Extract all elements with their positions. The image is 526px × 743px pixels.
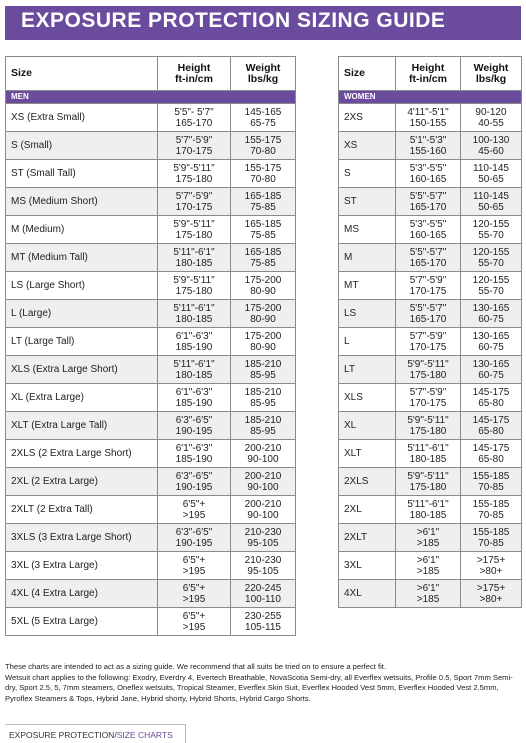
men-weight-cell: 175-200 80-90 (231, 272, 296, 300)
women-weight-cell: 110-145 50-65 (461, 160, 522, 188)
women-height-cell: 5'9"-5'11" 175-180 (396, 356, 461, 384)
men-weight-cell: 155-175 70-80 (231, 160, 296, 188)
men-weight-cell: 165-185 75-85 (231, 244, 296, 272)
women-row (339, 328, 522, 356)
women-size-cell: XS (339, 132, 396, 160)
footer-label: EXPOSURE PROTECTION/SIZE CHARTS (9, 730, 173, 740)
men-weight-cell: 185-210 85-95 (231, 384, 296, 412)
men-row (6, 300, 296, 328)
women-weight-cell: 120-155 55-70 (461, 244, 522, 272)
women-size-cell: LS (339, 300, 396, 328)
men-row (6, 272, 296, 300)
men-height-cell: 6'5"+ >195 (158, 496, 231, 524)
men-row (6, 468, 296, 496)
footnote-disclaimer: These charts are intended to act as a sizing guide. We recommend that all suits be tried on to ensure a perfect fit. (5, 662, 387, 671)
women-size-cell: MS (339, 216, 396, 244)
women-row (339, 132, 522, 160)
men-size-cell: XS (Extra Small) (6, 104, 158, 132)
women-size-table (338, 56, 522, 608)
women-size-cell: S (339, 160, 396, 188)
women-height-cell: 5'9"-5'11" 175-180 (396, 468, 461, 496)
men-size-cell: 2XLS (2 Extra Large Short) (6, 440, 158, 468)
men-row (6, 552, 296, 580)
women-row (339, 188, 522, 216)
men-row (6, 524, 296, 552)
women-height-cell: >6'1" >185 (396, 552, 461, 580)
women-weight-cell: 130-165 60-75 (461, 356, 522, 384)
women-size-cell: XLT (339, 440, 396, 468)
women-row (339, 216, 522, 244)
men-height-cell: 6'3"-6'5" 190-195 (158, 468, 231, 496)
men-row (6, 188, 296, 216)
women-weight-cell: 155-185 70-85 (461, 468, 522, 496)
men-size-cell: M (Medium) (6, 216, 158, 244)
men-row (6, 356, 296, 384)
men-height-cell: 6'3"-6'5" 190-195 (158, 412, 231, 440)
women-height-cell: >6'1" >185 (396, 524, 461, 552)
men-size-cell: XLS (Extra Large Short) (6, 356, 158, 384)
women-row (339, 104, 522, 132)
men-height-cell: 6'3"-6'5" 190-195 (158, 524, 231, 552)
women-weight-cell: 155-185 70-85 (461, 496, 522, 524)
men-weight-header: Weight lbs/kg (231, 57, 296, 91)
men-height-cell: 5'7"-5'9" 170-175 (158, 188, 231, 216)
men-height-cell: 5'11"-6'1" 180-185 (158, 300, 231, 328)
women-height-cell: 5'11"-6'1" 180-185 (396, 440, 461, 468)
women-height-cell: 4'11"-5'1" 150-155 (396, 104, 461, 132)
men-size-cell: 5XL (5 Extra Large) (6, 608, 158, 636)
men-row (6, 384, 296, 412)
men-size-cell: 3XLS (3 Extra Large Short) (6, 524, 158, 552)
women-size-cell: ST (339, 188, 396, 216)
women-height-cell: 5'7"-5'9" 170-175 (396, 272, 461, 300)
men-height-cell: 6'5"+ >195 (158, 552, 231, 580)
women-height-cell: 5'1"-5'3" 155-160 (396, 132, 461, 160)
men-row (6, 104, 296, 132)
women-section-label: WOMEN (339, 91, 522, 104)
men-weight-cell: 165-185 75-85 (231, 216, 296, 244)
women-height-cell: 5'5"-5'7" 165-170 (396, 244, 461, 272)
men-row (6, 328, 296, 356)
women-weight-cell: 145-175 65-80 (461, 412, 522, 440)
men-row (6, 440, 296, 468)
women-size-cell: L (339, 328, 396, 356)
men-weight-cell: 175-200 80-90 (231, 328, 296, 356)
women-weight-cell: 130-165 60-75 (461, 300, 522, 328)
women-weight-cell: 120-155 55-70 (461, 216, 522, 244)
men-size-cell: 2XL (2 Extra Large) (6, 468, 158, 496)
men-row (6, 580, 296, 608)
women-height-cell: 5'9"-5'11" 175-180 (396, 412, 461, 440)
women-height-header: Height ft-in/cm (396, 57, 461, 91)
men-weight-cell: 230-255 105-115 (231, 608, 296, 636)
women-row (339, 272, 522, 300)
women-weight-cell: 90-120 40-55 (461, 104, 522, 132)
men-weight-cell: 200-210 90-100 (231, 440, 296, 468)
women-size-cell: 2XL (339, 496, 396, 524)
women-height-cell: 5'3"-5'5" 160-165 (396, 216, 461, 244)
men-size-cell: ST (Small Tall) (6, 160, 158, 188)
women-weight-cell: 110-145 50-65 (461, 188, 522, 216)
men-height-cell: 5'9"-5'11" 175-180 (158, 272, 231, 300)
women-size-cell: XLS (339, 384, 396, 412)
men-row (6, 244, 296, 272)
women-size-header: Size (339, 57, 396, 91)
women-height-cell: 5'7"-5'9" 170-175 (396, 328, 461, 356)
men-weight-cell: 175-200 80-90 (231, 300, 296, 328)
women-row (339, 440, 522, 468)
men-size-cell: 4XL (4 Extra Large) (6, 580, 158, 608)
women-weight-cell: 100-130 45-60 (461, 132, 522, 160)
women-weight-cell: >175+ >80+ (461, 580, 522, 608)
men-size-cell: XLT (Extra Large Tall) (6, 412, 158, 440)
men-size-cell: 3XL (3 Extra Large) (6, 552, 158, 580)
men-weight-cell: 210-230 95-105 (231, 524, 296, 552)
men-row (6, 608, 296, 636)
men-height-cell: 5'11"-6'1" 180-185 (158, 356, 231, 384)
women-size-cell: XL (339, 412, 396, 440)
page-title: EXPOSURE PROTECTION SIZING GUIDE (21, 9, 446, 32)
men-height-cell: 6'1"-6'3" 185-190 (158, 328, 231, 356)
women-size-cell: 2XLS (339, 468, 396, 496)
men-size-cell: XL (Extra Large) (6, 384, 158, 412)
footnote (5, 662, 521, 704)
women-height-cell: 5'5"-5'7" 165-170 (396, 188, 461, 216)
women-row (339, 524, 522, 552)
men-size-cell: S (Small) (6, 132, 158, 160)
men-height-cell: 5'7"-5'9" 170-175 (158, 132, 231, 160)
men-height-cell: 5'9"-5'11" 175-180 (158, 160, 231, 188)
men-row (6, 160, 296, 188)
men-weight-cell: 200-210 90-100 (231, 468, 296, 496)
men-height-cell: 6'1"-6'3" 185-190 (158, 440, 231, 468)
women-row (339, 580, 522, 608)
men-height-cell: 6'1"-6'3" 185-190 (158, 384, 231, 412)
women-row (339, 160, 522, 188)
women-size-cell: LT (339, 356, 396, 384)
women-size-cell: M (339, 244, 396, 272)
women-size-cell: MT (339, 272, 396, 300)
women-weight-cell: 120-155 55-70 (461, 272, 522, 300)
women-weight-header: Weight lbs/kg (461, 57, 522, 91)
women-row (339, 496, 522, 524)
men-weight-cell: 220-245 100-110 (231, 580, 296, 608)
men-row (6, 132, 296, 160)
men-size-cell: L (Large) (6, 300, 158, 328)
men-height-cell: 6'5"+ >195 (158, 608, 231, 636)
men-height-cell: 5'9"-5'11" 175-180 (158, 216, 231, 244)
men-weight-cell: 200-210 90-100 (231, 496, 296, 524)
women-row (339, 384, 522, 412)
women-weight-cell: 130-165 60-75 (461, 328, 522, 356)
women-row (339, 244, 522, 272)
men-weight-cell: 210-230 95-105 (231, 552, 296, 580)
women-row (339, 412, 522, 440)
men-section-label: MEN (6, 91, 296, 104)
men-size-table (5, 56, 296, 636)
men-height-cell: 6'5"+ >195 (158, 580, 231, 608)
women-size-cell: 2XS (339, 104, 396, 132)
men-size-header: Size (6, 57, 158, 91)
men-size-cell: MS (Medium Short) (6, 188, 158, 216)
men-row (6, 216, 296, 244)
footnote-applies-to: Wetsuit chart applies to the following: Exodry, Everdry 4, Evertech Breathable, NovaScotia Semi-dry, all Everflex wetsuits, Profile 0.5, Sport 7mm Semi-dry, Sport 2.5, 5, 7mm steamers, Oneflex wetsuits, Tropical Steamer, Everflex Skin Suit, Everflex Hooded Vest 5mm, Everflex Hooded Vest 2.5mm, Pyroflex Steamers & Tops, Hybrid Jane, Hybrid shorty, Hybrid Shorts, Hybrid Cargo Shorts. (5, 672, 513, 703)
women-weight-cell: >175+ >80+ (461, 552, 522, 580)
women-weight-cell: 145-175 65-80 (461, 384, 522, 412)
title-banner (5, 6, 521, 40)
women-height-cell: >6'1" >185 (396, 580, 461, 608)
women-row (339, 552, 522, 580)
men-size-cell: MT (Medium Tall) (6, 244, 158, 272)
men-height-cell: 5'5"- 5'7" 165-170 (158, 104, 231, 132)
women-height-cell: 5'7"-5'9" 170-175 (396, 384, 461, 412)
women-weight-cell: 155-185 70-85 (461, 524, 522, 552)
men-weight-cell: 185-210 85-95 (231, 412, 296, 440)
women-height-cell: 5'5"-5'7" 165-170 (396, 300, 461, 328)
men-size-cell: LS (Large Short) (6, 272, 158, 300)
men-weight-cell: 165-185 75-85 (231, 188, 296, 216)
men-height-header: Height ft-in/cm (158, 57, 231, 91)
women-row (339, 356, 522, 384)
women-size-cell: 4XL (339, 580, 396, 608)
men-weight-cell: 145-165 65-75 (231, 104, 296, 132)
women-height-cell: 5'11"-6'1" 180-185 (396, 496, 461, 524)
women-row (339, 300, 522, 328)
women-size-cell: 3XL (339, 552, 396, 580)
men-height-cell: 5'11"-6'1" 180-185 (158, 244, 231, 272)
women-row (339, 468, 522, 496)
men-row (6, 412, 296, 440)
men-weight-cell: 155-175 70-80 (231, 132, 296, 160)
footer-tab (5, 724, 186, 743)
men-size-cell: 2XLT (2 Extra Tall) (6, 496, 158, 524)
women-size-cell: 2XLT (339, 524, 396, 552)
women-weight-cell: 145-175 65-80 (461, 440, 522, 468)
men-weight-cell: 185-210 85-95 (231, 356, 296, 384)
men-size-cell: LT (Large Tall) (6, 328, 158, 356)
women-height-cell: 5'3"-5'5" 160-165 (396, 160, 461, 188)
men-row (6, 496, 296, 524)
